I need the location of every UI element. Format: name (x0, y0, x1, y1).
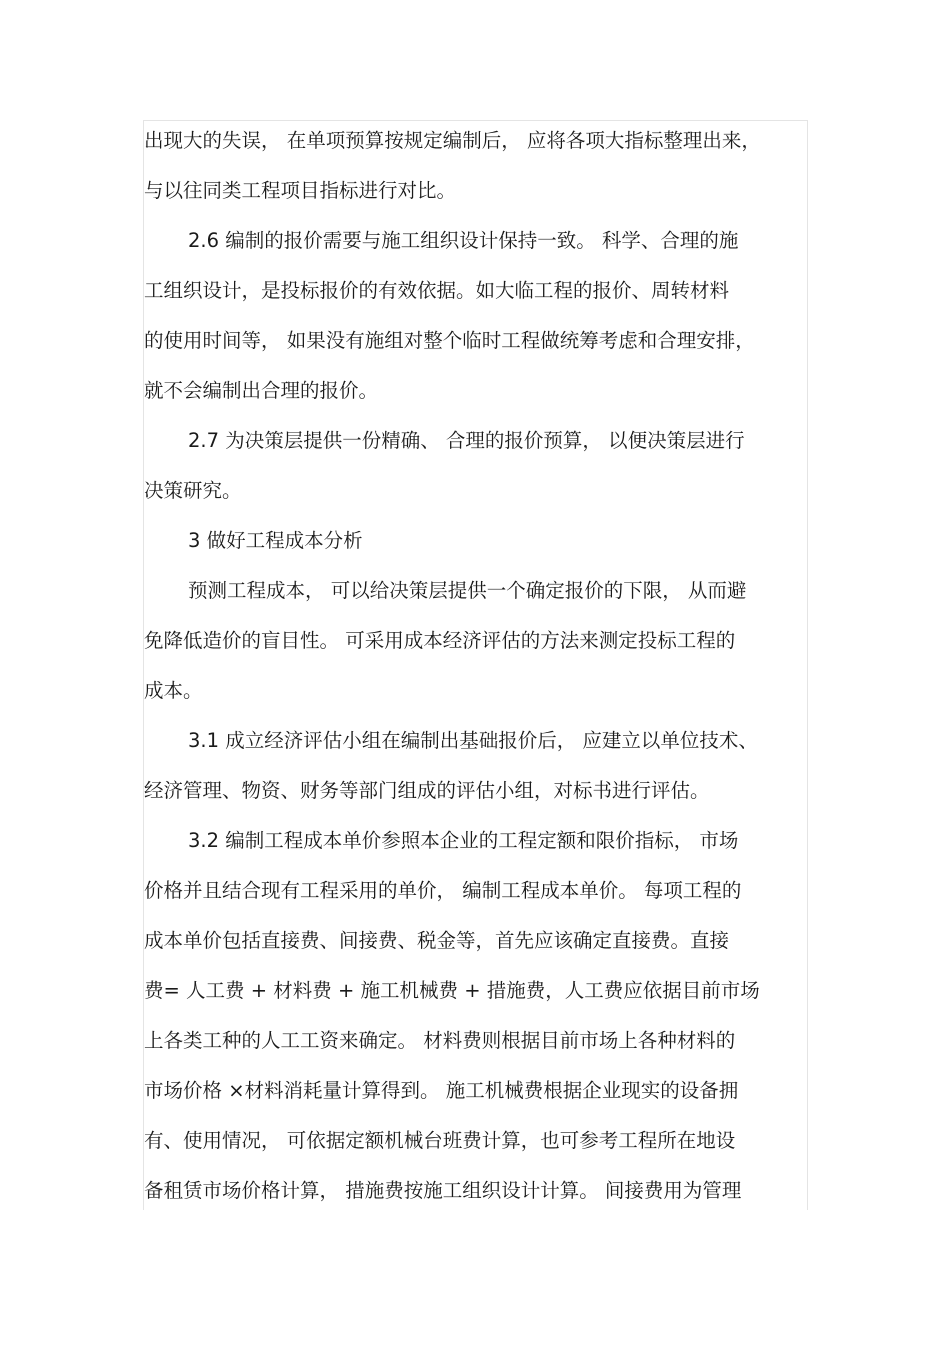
text-line: 出现大的失误， 在单项预算按规定编制后， 应将各项大指标整理出来， (144, 129, 761, 152)
text-line: 市场价格 ×材料消耗量计算得到。 施工机械费根据企业现实的设备拥 (144, 1079, 739, 1102)
text-line: 决策研究。 (144, 479, 242, 502)
section-heading: 3 做好工程成本分析 (188, 529, 363, 552)
text-line: 有、使用情况， 可依据定额机械台班费计算，也可参考工程所在地设 (144, 1129, 736, 1152)
text-line: 与以往同类工程项目指标进行对比。 (144, 179, 457, 202)
text-line: 工组织设计，是投标报价的有效依据。如大临工程的报价、周转材料 (144, 279, 730, 302)
text-line: 价格并且结合现有工程采用的单价， 编制工程成本单价。 每项工程的 (144, 879, 742, 902)
text-line: 预测工程成本， 可以给决策层提供一个确定报价的下限， 从而避 (188, 579, 747, 602)
text-line: 就不会编制出合理的报价。 (144, 379, 379, 402)
text-line: 成本。 (144, 679, 203, 702)
text-line: 2.7 为决策层提供一份精确、 合理的报价预算， 以便决策层进行 (188, 429, 745, 452)
text-line: 2.6 编制的报价需要与施工组织设计保持一致。 科学、合理的施 (188, 229, 739, 252)
text-line: 备租赁市场价格计算， 措施费按施工组织设计计算。 间接费用为管理 (144, 1179, 742, 1202)
body-text (144, 123, 809, 1223)
text-line: 成本单价包括直接费、间接费、税金等，首先应该确定直接费。直接 (144, 929, 730, 952)
page-frame-top (143, 120, 808, 121)
text-line: 3.2 编制工程成本单价参照本企业的工程定额和限价指标， 市场 (188, 829, 739, 852)
text-line: 经济管理、物资、财务等部门组成的评估小组，对标书进行评估。 (144, 779, 710, 802)
text-line: 3.1 成立经济评估小组在编制出基础报价后， 应建立以单位技术、 (188, 729, 758, 752)
text-line: 的使用时间等， 如果没有施组对整个临时工程做统筹考虑和合理安排， (144, 329, 755, 352)
text-line: 免降低造价的盲目性。 可采用成本经济评估的方法来测定投标工程的 (144, 629, 736, 652)
text-line: 费= 人工费 + 材料费 + 施工机械费 + 措施费，人工费应依据目前市场 (144, 979, 760, 1002)
text-line: 上各类工种的人工工资来确定。 材料费则根据目前市场上各种材料的 (144, 1029, 736, 1052)
